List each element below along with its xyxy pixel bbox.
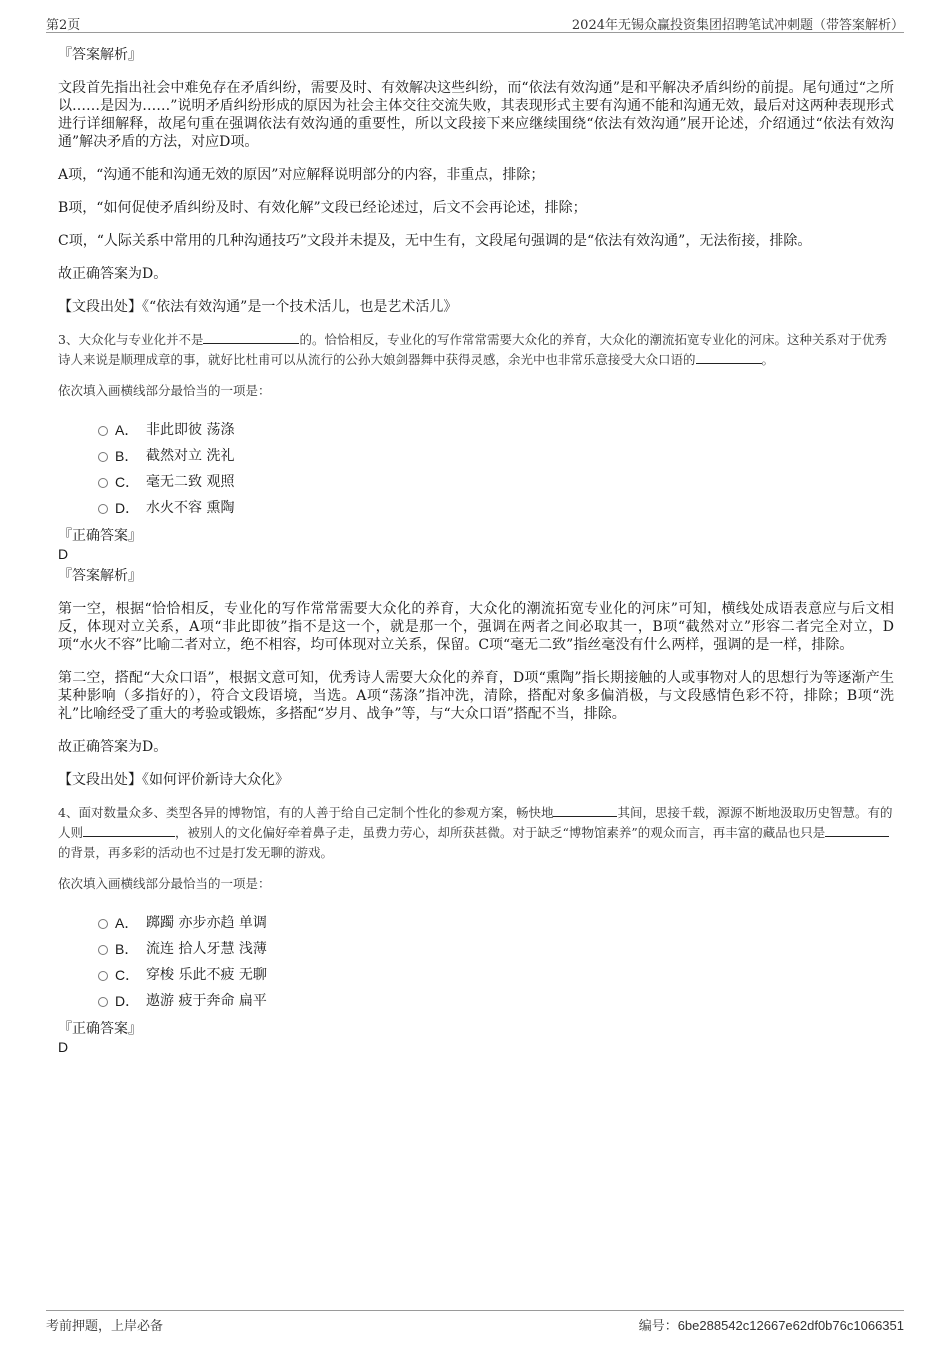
analysis-paragraph-2: 第二空，搭配“大众口语”，根据文意可知，优秀诗人需要大众化的养育，D项“熏陶”指长期接触的人或事物对人的思想行为等逐渐产生某种影响（多指好的），符合文段语境，当选。A项“荡涤”指冲洗，清除，搭配对象多偏消极，与文段感情色彩不符，排除；B项“洗礼”比喻经受了重大的考验或锻炼，多搭配“岁月、战争”等，与“大众口语”搭配不当，排除。 [58,670,894,722]
question-3-options [58,417,894,521]
analysis-option-b: B项，“如何促使矛盾纠纷及时、有效化解”文段已经论述过，后文不会再论述，排除； [58,200,587,216]
radio-button[interactable] [98,452,108,462]
source-title: 《如何评价新诗大众化》 [142,772,289,788]
question-4-options [58,910,894,1014]
source-label: 【文段出处】 [58,772,142,788]
question-3-stem: 3、大众化与专业化并不是 的。恰恰相反，专业化的写作常常需要大众化的养育，大众化的潮流拓宽专业化的河床。这种关系对于优秀诗人来说是顺理成章的事，就好比杜甫可以从流行的公孙大娘剑器舞中获得灵感，余光中也非常乐意接受大众口语的 。 [58,332,887,367]
analysis-paragraph: 文段首先指出社会中难免存在矛盾纠纷，需要及时、有效解决这些纠纷，而“依法有效沟通”是和平解决矛盾纠纷的前提。尾句通过“之所以……是因为……”说明矛盾纠纷形成的原因为社会主体交往交流失败，其表现形式主要有沟通不能和沟通无效，最后对这两种表现形式进行详细解释，故尾句重在强调依法有效沟通的重要性，所以文段接下来应继续围绕“依法有效沟通”展开论述，介绍通过“依法有效沟通”解决矛盾的方法，对应D项。 [58,80,894,150]
radio-button[interactable] [98,504,108,514]
question-3-prompt: 依次填入画横线部分最恰当的一项是： [58,383,271,398]
radio-button[interactable] [98,478,108,488]
blank [203,331,299,344]
question-4-stem: 4、面对数量众多、类型各异的博物馆，有的人善于给自己定制个性化的参观方案，畅快地 其间，思接千载，源源不断地汲取历史智慧。有的人则 ，被别人的文化偏好牵着鼻子走，虽费力劳心，却所获甚微。对于缺乏“博物馆素养”的观众而言，再丰富的藏品也只是的背景，再多彩的活动也不过是打发无聊的游戏。 [58,805,893,860]
conclusion: 故正确答案为D。 [58,266,168,282]
page-content [58,46,894,1056]
page-number: 第2页 [46,18,81,33]
radio-button[interactable] [98,997,108,1007]
source-label: 【文段出处】 [58,299,142,315]
footer-slogan: 考前押题，上岸必备 [46,1319,164,1334]
option-d[interactable]: D． 水火不容 熏陶 [58,495,894,521]
radio-button[interactable] [98,945,108,955]
option-c[interactable]: C． 毫无二致 观照 [58,469,894,495]
blank [696,351,762,364]
source-line [58,771,894,789]
option-d[interactable]: D． 遨游 疲于奔命 扁平 [58,988,894,1014]
option-c[interactable]: C． 穿梭 乐此不疲 无聊 [58,962,894,988]
radio-button[interactable] [98,919,108,929]
source-line [58,298,894,316]
radio-button[interactable] [98,426,108,436]
analysis-option-a: A项，“沟通不能和沟通无效的原因”对应解释说明部分的内容，非重点，排除； [58,167,545,183]
page-footer [46,1310,904,1335]
document-code: 编号：6be288542c12667e62df0b76c1066351 [638,1318,904,1333]
blank [553,804,617,817]
option-a[interactable]: A． 非此即彼 荡涤 [58,417,894,443]
analysis-label: 『答案解析』 [58,568,142,584]
blank [825,824,889,837]
radio-button[interactable] [98,971,108,981]
analysis-paragraph-1: 第一空，根据“恰恰相反，专业化的写作常常需要大众化的养育，大众化的潮流拓宽专业化的河床”可知，横线处成语表意应与后文相反，体现对立关系，A项“非此即彼”指不是这一个，就是那一个，强调在两者之间必取其一，B项“截然对立”形容二者完全对立，D项“水火不容”比喻二者对立，绝不相容，均可体现对立关系，保留。C项“毫无二致”指丝毫没有什么两样，强调的是一样，排除。 [58,601,894,653]
document-title: 2024年无锡众赢投资集团招聘笔试冲刺题（带答案解析） [571,18,904,33]
source-title: 《“依法有效沟通”是一个技术活儿，也是艺术活儿》 [142,299,458,315]
correct-answer: D [58,1039,69,1055]
conclusion: 故正确答案为D。 [58,739,168,755]
page-header [46,14,904,33]
analysis-label: 『答案解析』 [58,47,142,63]
option-b[interactable]: B． 流连 拾人牙慧 浅薄 [58,936,894,962]
option-b[interactable]: B． 截然对立 洗礼 [58,443,894,469]
correct-answer: D [58,546,69,562]
correct-answer-label: 『正确答案』 [58,528,142,544]
analysis-option-c: C项，“人际关系中常用的几种沟通技巧”文段并未提及，无中生有，文段尾句强调的是“依法有效沟通”，无法衔接，排除。 [58,233,812,249]
option-a[interactable]: A． 踯躅 亦步亦趋 单调 [58,910,894,936]
blank [83,824,175,837]
correct-answer-label: 『正确答案』 [58,1021,142,1037]
question-4-prompt: 依次填入画横线部分最恰当的一项是： [58,876,271,891]
